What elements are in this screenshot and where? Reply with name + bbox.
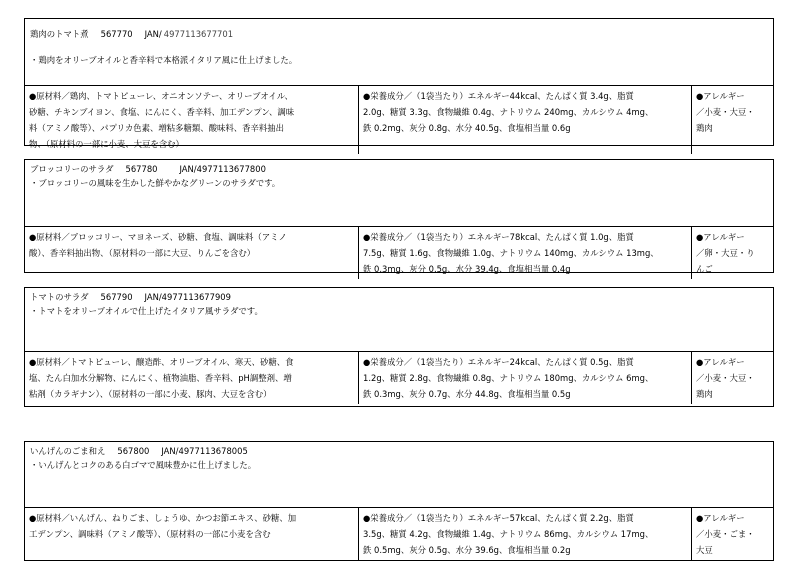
ingredients-line: 工デンプン、調味料（アミノ酸等）、（原材料の一部に小麦を含む	[29, 529, 271, 539]
product-name: 鶏肉のトマト煮	[30, 29, 89, 39]
allergen-line: ／小麦・大豆・	[696, 107, 755, 117]
ingredients-line: ●原材料／トマトピューレ、醸造酢、オリーブオイル、寒天、砂糖、食	[29, 357, 294, 367]
nutrition-line: 鉄 0.5mg、灰分 0.5g、水分 39.6g、食塩相当量 0.2g	[363, 545, 571, 555]
product-title-line	[30, 290, 768, 304]
nutrition-line: ●栄養成分／（1袋当たり）エネルギー24kcal、たんぱく質 0.5g、脂質	[363, 357, 634, 367]
allergen-line: ／小麦・大豆・	[696, 373, 755, 383]
nutrition-line: 3.5g、糖質 4.2g、食物繊維 1.4g、ナトリウム 86mg、カルシウム 17mg、	[363, 529, 654, 539]
product-title-line	[30, 162, 768, 176]
allergen-line: ●アレルギー	[696, 232, 745, 242]
allergen-line: ●アレルギー	[696, 357, 745, 367]
nutrition-line: ●栄養成分／（1袋当たり）エネルギー78kcal、たんぱく質 1.0g、脂質	[363, 232, 634, 242]
nutrition-line: 7.5g、糖質 1.6g、食物繊維 1.0g、ナトリウム 140mg、カルシウム 13mg、	[363, 248, 659, 258]
product-info-grid	[25, 86, 773, 154]
ingredients-line: ●原材料／鶏肉、トマトピューレ、オニオンソテー、オリーブオイル、	[29, 91, 293, 101]
nutrition-cell	[359, 86, 692, 154]
jan-label: JAN/	[144, 29, 162, 39]
ingredients-cell	[25, 86, 359, 154]
nutrition-line: 鉄 0.3mg、灰分 0.7g、水分 44.8g、食塩相当量 0.5g	[363, 389, 571, 399]
product-name: ブロッコリーのサラダ	[30, 164, 114, 174]
allergen-line: ●アレルギー	[696, 513, 745, 523]
nutrition-cell	[359, 227, 692, 279]
nutrition-cell	[359, 352, 692, 404]
jan-label: JAN/	[179, 164, 197, 174]
jan-code: 4977113677909	[161, 292, 231, 302]
jan-label: JAN/	[161, 446, 179, 456]
jan-code: 4977113677701	[163, 29, 234, 39]
allergen-line: 鶏肉	[696, 389, 713, 399]
ingredients-cell	[25, 508, 359, 560]
allergen-cell	[692, 227, 773, 279]
product-card	[24, 287, 774, 407]
ingredients-line: ●原材料／ブロッコリー、マヨネーズ、砂糖、食塩、調味料（アミノ	[29, 232, 287, 242]
nutrition-line: 鉄 0.3mg、灰分 0.5g、水分 39.4g、食塩相当量 0.4g	[363, 264, 571, 274]
allergen-line: ／卵・大豆・り	[696, 248, 755, 258]
ingredients-line: 物、（原材料の一部に小麦、大豆を含む）	[29, 139, 184, 149]
ingredients-line: 砂糖、チキンブイヨン、食塩、にんにく、香辛料、加工デンプン、調味	[29, 107, 295, 117]
product-description: ・いんげんとコクのある白ゴマで風味豊かに仕上げました。	[30, 460, 257, 470]
product-info-grid	[25, 352, 773, 404]
allergen-line: んご	[696, 264, 713, 274]
allergen-line: ／小麦・ごま・	[696, 529, 755, 539]
product-header	[25, 160, 773, 227]
product-title-line	[30, 27, 768, 41]
allergen-cell	[692, 352, 773, 404]
product-header	[25, 288, 773, 352]
product-info-grid	[25, 508, 773, 560]
allergen-line: 鶏肉	[696, 123, 713, 133]
ingredients-line: 料（アミノ酸等）、パプリカ色素、増粘多糖類、酸味料、香辛料抽出	[29, 123, 285, 133]
product-name: いんげんのごま和え	[30, 446, 106, 456]
allergen-cell	[692, 86, 773, 154]
product-code: 567770	[100, 29, 133, 39]
allergen-cell	[692, 508, 773, 560]
product-header	[25, 19, 773, 86]
ingredients-line: 粘剤（カラギナン）、（原材料の一部に小麦、豚肉、大豆を含む）	[29, 389, 272, 399]
allergen-line: 大豆	[696, 545, 713, 555]
nutrition-line: 鉄 0.2mg、灰分 0.8g、水分 40.5g、食塩相当量 0.6g	[363, 123, 571, 133]
product-description: ・トマトをオリーブオイルで仕上げたイタリア風サラダです。	[30, 306, 263, 316]
product-header	[25, 442, 773, 508]
product-title-line	[30, 444, 768, 458]
jan-label: JAN/	[144, 292, 162, 302]
nutrition-line: 2.0g、糖質 3.3g、食物繊維 0.4g、ナトリウム 240mg、カルシウム 4mg、	[363, 107, 654, 117]
jan-code: 4977113677800	[196, 164, 266, 174]
allergen-line: ●アレルギー	[696, 91, 745, 101]
nutrition-line: ●栄養成分／（1袋当たり）エネルギー57kcal、たんぱく質 2.2g、脂質	[363, 513, 634, 523]
jan-code: 4977113678005	[178, 446, 248, 456]
nutrition-cell	[359, 508, 692, 560]
product-info-grid	[25, 227, 773, 279]
product-name: トマトのサラダ	[30, 292, 89, 302]
product-description: ・ブロッコリーの風味を生かした鮮やかなグリーンのサラダです。	[30, 178, 281, 188]
product-description: ・鶏肉をオリーブオイルと香辛料で本格派イタリア風に仕上げました。	[30, 55, 298, 65]
ingredients-line: 酸）、香辛料抽出物、（原材料の一部に大豆、りんごを含む）	[29, 248, 256, 258]
ingredients-cell	[25, 227, 359, 279]
product-card	[24, 159, 774, 273]
product-code: 567780	[125, 164, 158, 174]
product-card	[24, 441, 774, 561]
ingredients-cell	[25, 352, 359, 404]
nutrition-line: ●栄養成分／（1袋当たり）エネルギー44kcal、たんぱく質 3.4g、脂質	[363, 91, 634, 101]
product-card	[24, 18, 774, 149]
product-code: 567800	[117, 446, 150, 456]
product-code: 567790	[100, 292, 133, 302]
nutrition-line: 1.2g、糖質 2.8g、食物繊維 0.8g、ナトリウム 180mg、カルシウム 6mg、	[363, 373, 654, 383]
ingredients-line: 塩、たん白加水分解物、にんにく、植物油脂、香辛料、pH調整剤、増	[29, 373, 292, 383]
ingredients-line: ●原材料／いんげん、ねりごま、しょうゆ、かつお節エキス、砂糖、加	[29, 513, 297, 523]
